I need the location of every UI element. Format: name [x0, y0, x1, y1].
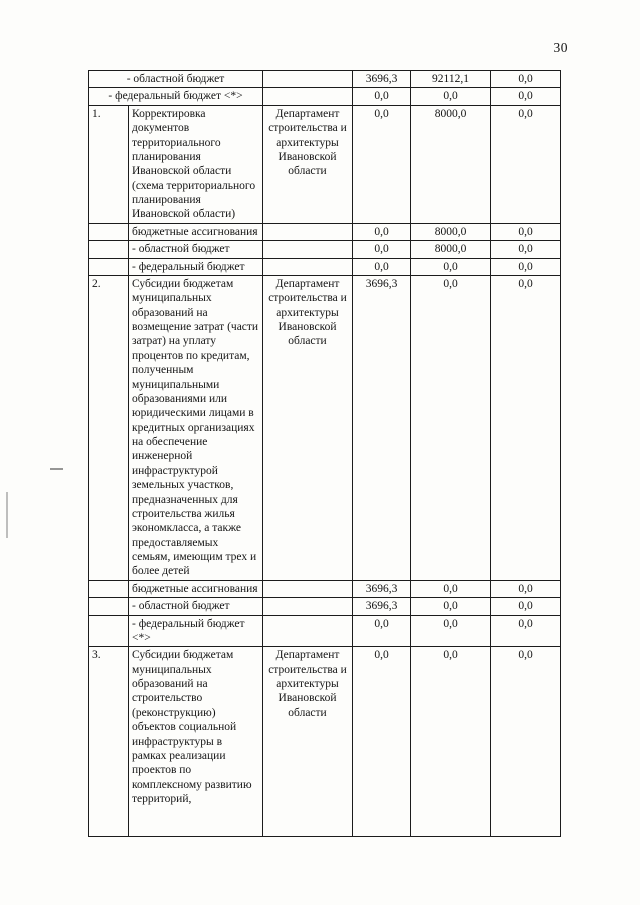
item-number — [89, 258, 129, 275]
department-cell — [263, 615, 353, 647]
value-cell: 0,0 — [353, 241, 411, 258]
value-cell: 3696,3 — [353, 275, 411, 580]
value-cell: 0,0 — [353, 258, 411, 275]
value-cell: 0,0 — [491, 223, 561, 240]
item-number: 3. — [89, 647, 129, 837]
item-description: Субсидии бюджетам муниципальных образований на строительство (реконструкцию) объектов социальной инфраструктуры в рамках реализации проектов по комплексному развитию территорий, — [129, 647, 263, 837]
item-number — [89, 241, 129, 258]
value-cell: 0,0 — [353, 647, 411, 837]
table-row — [89, 615, 561, 647]
value-cell: 8000,0 — [411, 223, 491, 240]
budget-table — [88, 70, 561, 837]
row-label: бюджетные ассигнования — [129, 580, 263, 597]
value-cell: 0,0 — [353, 223, 411, 240]
department-cell — [263, 223, 353, 240]
department-cell — [263, 71, 353, 88]
row-label: - областной бюджет — [129, 598, 263, 615]
table-row — [89, 258, 561, 275]
value-cell: 0,0 — [353, 615, 411, 647]
department-cell: Департамент строительства и архитектуры Ивановской области — [263, 105, 353, 223]
value-cell: 3696,3 — [353, 598, 411, 615]
value-cell: 0,0 — [411, 88, 491, 105]
item-description: Корректировка документов территориального планирования Ивановской области (схема территориального планирования Ивановской области) — [129, 105, 263, 223]
value-cell: 0,0 — [491, 88, 561, 105]
value-cell: 0,0 — [411, 580, 491, 597]
page-number: 30 — [553, 40, 568, 55]
table-row — [89, 598, 561, 615]
value-cell: 0,0 — [411, 258, 491, 275]
row-label: - федеральный бюджет <*> — [89, 88, 263, 105]
table-row — [89, 105, 561, 223]
table-row — [89, 223, 561, 240]
value-cell: 0,0 — [491, 241, 561, 258]
value-cell: 8000,0 — [411, 241, 491, 258]
value-cell: 0,0 — [411, 275, 491, 580]
item-description: Субсидии бюджетам муниципальных образований на возмещение затрат (части затрат) на уплату процентов по кредитам, полученным муниципальными образованиями или юридическими лицами в кредитных организациях на обеспечение инженерной инфраструктурой земельных участков, предназначенных для строительства жилья экономкласса, а также предоставляемых семьям, имеющим трех и более детей — [129, 275, 263, 580]
value-cell: 0,0 — [491, 615, 561, 647]
value-cell: 92112,1 — [411, 71, 491, 88]
item-number — [89, 598, 129, 615]
item-number — [89, 580, 129, 597]
value-cell: 0,0 — [353, 88, 411, 105]
table-row — [89, 275, 561, 580]
department-cell — [263, 241, 353, 258]
value-cell: 3696,3 — [353, 580, 411, 597]
value-cell: 0,0 — [491, 275, 561, 580]
department-cell — [263, 88, 353, 105]
row-label: - федеральный бюджет — [129, 258, 263, 275]
scan-artifact — [6, 492, 8, 538]
table-row — [89, 580, 561, 597]
row-label: - федеральный бюджет <*> — [129, 615, 263, 647]
table-row — [89, 241, 561, 258]
value-cell: 0,0 — [491, 71, 561, 88]
value-cell: 0,0 — [411, 615, 491, 647]
item-number: 2. — [89, 275, 129, 580]
value-cell: 0,0 — [491, 580, 561, 597]
row-label: - областной бюджет — [129, 241, 263, 258]
row-label: - областной бюджет — [89, 71, 263, 88]
table-row — [89, 88, 561, 105]
table-row — [89, 71, 561, 88]
value-cell: 3696,3 — [353, 71, 411, 88]
value-cell: 0,0 — [491, 258, 561, 275]
value-cell: 0,0 — [353, 105, 411, 223]
department-cell: Департамент строительства и архитектуры Ивановской области — [263, 275, 353, 580]
scan-artifact — [50, 468, 63, 470]
value-cell: 0,0 — [491, 647, 561, 837]
item-number — [89, 615, 129, 647]
value-cell: 0,0 — [491, 598, 561, 615]
item-number: 1. — [89, 105, 129, 223]
table-row — [89, 647, 561, 837]
value-cell: 8000,0 — [411, 105, 491, 223]
department-cell — [263, 598, 353, 615]
value-cell: 0,0 — [411, 647, 491, 837]
department-cell — [263, 580, 353, 597]
value-cell: 0,0 — [491, 105, 561, 223]
department-cell: Департамент строительства и архитектуры Ивановской области — [263, 647, 353, 837]
item-number — [89, 223, 129, 240]
department-cell — [263, 258, 353, 275]
row-label: бюджетные ассигнования — [129, 223, 263, 240]
value-cell: 0,0 — [411, 598, 491, 615]
